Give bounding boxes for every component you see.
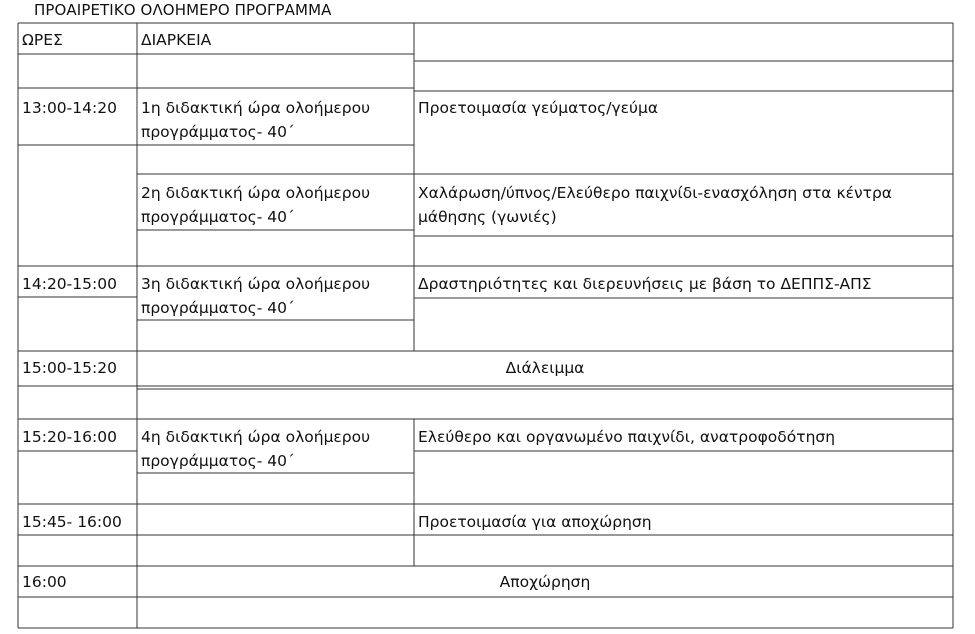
row-hours: 15:20-16:00 — [22, 428, 117, 446]
row-hours: 15:00-15:20 — [22, 359, 117, 377]
row-hours: 14:20-15:00 — [22, 275, 117, 293]
row-duration: 4η διδακτική ώρα ολοήμερου προγράμματος- 40΄ — [141, 428, 371, 470]
break-label: Διάλειμμα — [505, 359, 585, 377]
column-header-duration: ΔΙΑΡΚΕΙΑ — [141, 31, 212, 49]
row-activity: Ελεύθερο και οργανωμένο παιχνίδι, ανατροφοδότηση — [418, 428, 836, 446]
row-activity: Χαλάρωση/ύπνος/Ελεύθερο παιχνίδι-ενασχόληση στα κέντρα μάθησης (γωνιές) — [418, 184, 893, 226]
row-activity: Δραστηριότητες και διερευνήσεις με βάση το ΔΕΠΠΣ-ΑΠΣ — [418, 275, 872, 293]
row-duration: 1η διδακτική ώρα ολοήμερου προγράμματος- 40΄ — [141, 99, 371, 141]
document-title: ΠΡΟΑΙΡΕΤΙΚΟ ΟΛΟΗΜΕΡΟ ΠΡΟΓΡΑΜΜΑ — [34, 1, 332, 19]
departure-label: Αποχώρηση — [499, 573, 591, 591]
row-hours: 13:00-14:20 — [22, 99, 117, 117]
row-hours: 16:00 — [22, 573, 67, 591]
row-activity: Προετοιμασία για αποχώρηση — [418, 513, 652, 531]
row-hours: 15:45- 16:00 — [22, 513, 122, 531]
row-duration: 2η διδακτική ώρα ολοήμερου προγράμματος- 40΄ — [141, 184, 371, 226]
row-activity: Προετοιμασία γεύματος/γεύμα — [418, 99, 659, 117]
column-header-hours: ΩΡΕΣ — [22, 31, 63, 49]
row-duration: 3η διδακτική ώρα ολοήμερου προγράμματος- 40΄ — [141, 275, 371, 317]
